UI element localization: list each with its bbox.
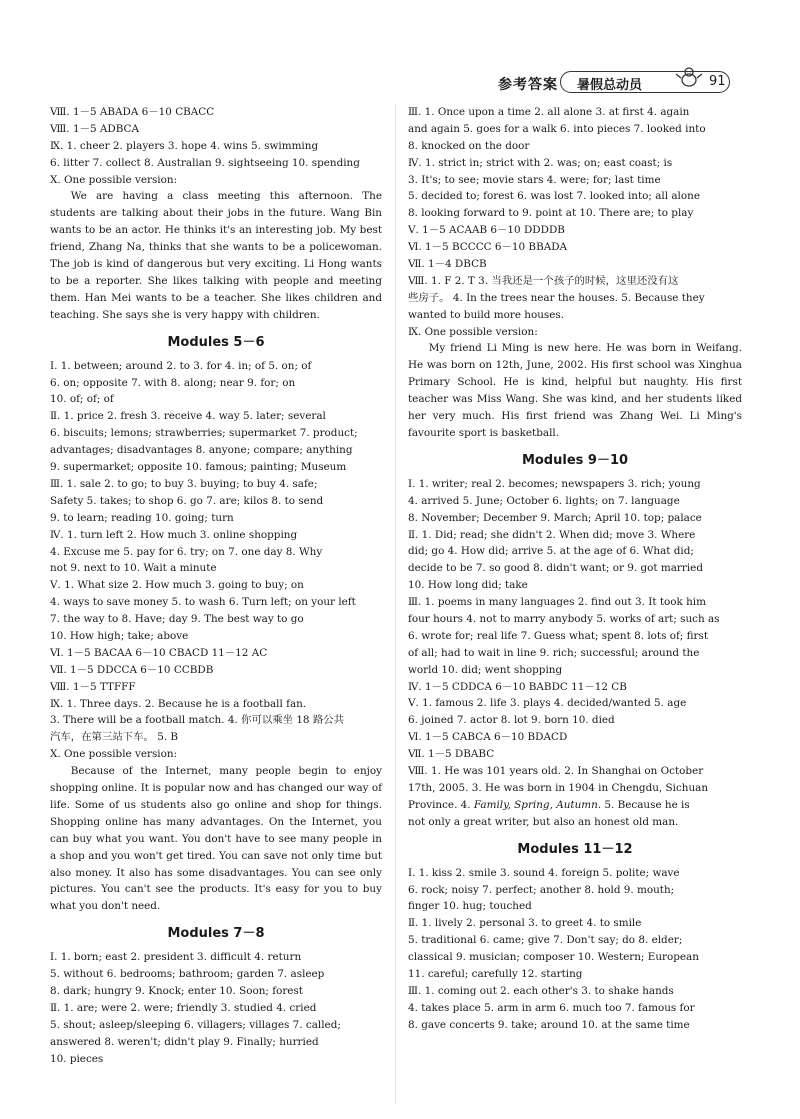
answer-line: Ⅵ. 1－5 BCCCC 6－10 BBADA xyxy=(408,241,568,254)
answer-line: Ⅴ. 1. What size 2. How much 3. going to buy; on xyxy=(50,579,304,592)
answer-text: 5. Because he is xyxy=(601,798,690,811)
answer-line: 7. the way to 8. Have; day 9. The best way to go xyxy=(50,613,304,626)
answer-line: 8. knocked on the door xyxy=(408,139,530,152)
answer-line: and again 5. goes for a walk 6. into pieces 7. looked into xyxy=(408,122,706,135)
answer-line: 4. arrived 5. June; October 6. lights; on 7. language xyxy=(408,494,680,507)
answer-line: Ⅷ. 1. F 2. T 3. 当我还是一个孩子的时候，这里还没有这 xyxy=(408,274,679,287)
answer-line: Ⅵ. 1－5 BACAA 6－10 CBACD 11－12 AC xyxy=(50,646,268,659)
answer-line: Ⅸ. 1. cheer 2. players 3. hope 4. wins 5. swimming xyxy=(50,139,319,152)
answer-line: 6. joined 7. actor 8. lot 9. born 10. died xyxy=(408,714,615,727)
answer-line: decide to be 7. so good 8. didn't want; or 9. got married xyxy=(408,562,703,575)
answer-line: Ⅱ. 1. lively 2. personal 3. to greet 4. to smile xyxy=(408,917,642,930)
sample-essay-jobs: We are having a class meeting this afternoon. The students are talking about their jobs in the future. Wang Bin wants to be an actor. He thinks it's an interesting job. My best friend, Zhang Na, thinks that she wants to be a policewoman. The job is kind of dangerous but very exciting. Li Hong wants to be a reporter. She likes talking with people and meeting them. Han Mei wants to be a teacher. She likes children and teaching. She says she is very happy with children. xyxy=(50,190,382,321)
left-column xyxy=(50,104,382,1067)
column-divider xyxy=(395,104,396,1104)
answer-line: classical 9. musician; composer 10. Western; European xyxy=(408,951,699,964)
answer-line: 9. to learn; reading 10. going; turn xyxy=(50,511,234,524)
answer-line: 9. supermarket; opposite 10. famous; painting; Museum xyxy=(50,461,347,474)
answer-line: not 9. next to 10. Wait a minute xyxy=(50,562,217,575)
answer-line: Ⅶ. 1－4 DBCB xyxy=(408,258,487,271)
answer-line: 17th, 2005. 3. He was born in 1904 in Chengdu, Sichuan xyxy=(408,781,709,794)
answer-line: Ⅲ. 1. Once upon a time 2. all alone 3. at first 4. again xyxy=(408,106,690,118)
answer-line: 4. ways to save money 5. to wash 6. Turn left; on your left xyxy=(50,596,356,609)
answer-line: Ⅳ. 1. turn left 2. How much 3. online shopping xyxy=(50,528,298,541)
answer-line: 3. There will be a football match. 4. 你可以乘坐 18 路公共 xyxy=(50,714,345,727)
answer-line: Ⅶ. 1－5 DBABC xyxy=(408,748,495,761)
answer-line: Ⅸ. 1. Three days. 2. Because he is a football fan. xyxy=(50,697,307,710)
answer-line: Ⅱ. 1. Did; read; she didn't 2. When did; move 3. Where xyxy=(408,528,696,541)
section-heading-modules-11-12: Modules 11－12 xyxy=(517,841,633,857)
answer-line: 3. It's; to see; movie stars 4. were; for; last time xyxy=(408,173,661,186)
answer-line: Ⅸ. One possible version: xyxy=(408,325,538,338)
answer-line: Ⅰ. 1. born; east 2. president 3. difficult 4. return xyxy=(50,951,302,964)
page-header xyxy=(490,70,740,96)
answer-line: 8. looking forward to 9. point at 10. There are; to play xyxy=(408,207,694,220)
answer-line: 6. litter 7. collect 8. Australian 9. sightseeing 10. spending xyxy=(50,156,360,169)
section-heading-modules-7-8: Modules 7－8 xyxy=(167,926,265,942)
answer-line: Ⅷ. 1. He was 101 years old. 2. In Shanghai on October xyxy=(408,765,704,778)
answer-line: 些房子。 4. In the trees near the houses. 5. Because they xyxy=(408,291,705,304)
answer-line: did; go 4. How did; arrive 5. at the age of 6. What did; xyxy=(408,545,694,558)
answer-line: not only a great writer, but also an honest old man. xyxy=(408,815,679,828)
answer-line: world 10. did; went shopping xyxy=(408,663,563,676)
answer-line: Ⅰ. 1. between; around 2. to 3. for 4. in; of 5. on; of xyxy=(50,359,312,372)
answer-line: 4. takes place 5. arm in arm 6. much too 7. famous for xyxy=(408,1001,695,1014)
answer-line: Ⅴ. 1. famous 2. life 3. plays 4. decided/wanted 5. age xyxy=(408,697,687,710)
answer-line: 6. wrote for; real life 7. Guess what; spent 8. lots of; first xyxy=(408,629,709,642)
answer-key-label: 参考答案 xyxy=(498,77,558,93)
answer-line: finger 10. hug; touched xyxy=(408,900,532,913)
answer-line: of all; had to wait in line 9. rich; successful; around the xyxy=(408,646,700,659)
answer-line: Ⅱ. 1. price 2. fresh 3. receive 4. way 5. later; several xyxy=(50,410,326,423)
sample-essay-friend: My friend Li Ming is new here. He was born in Weifang. He was born on 12th, June, 2002. His first school was Xinghua Primary School. He is kind, helpful but naughty. His first teacher was Miss Wang. She was kind, and her students liked her very much. His first friend was Zhang Wei. Li Ming's favourite sport is basketball. xyxy=(408,342,742,439)
answer-line: Ⅷ. 1－5 ABADA 6－10 CBACC xyxy=(50,106,215,118)
answer-line: 6. on; opposite 7. with 8. along; near 9. for; on xyxy=(50,376,296,389)
answer-line: 10. of; of; of xyxy=(50,393,114,406)
answer-line: 6. rock; noisy 7. perfect; another 8. hold 9. mouth; xyxy=(408,883,675,896)
answer-line: four hours 4. not to marry anybody 5. works of art; such as xyxy=(408,613,720,626)
answer-line: answered 8. weren't; didn't play 9. Finally; hurried xyxy=(50,1035,319,1048)
answer-text: Province. 4. xyxy=(408,798,474,811)
answer-line: 8. gave concerts 9. take; around 10. at the same time xyxy=(408,1018,690,1031)
answer-line: Ⅷ. 1－5 TTFFF xyxy=(50,680,136,693)
answer-line: 5. traditional 6. came; give 7. Don't say; do 8. elder; xyxy=(408,934,683,947)
header-pill xyxy=(560,71,730,93)
answer-line: advantages; disadvantages 8. anyone; compare; anything xyxy=(50,444,353,457)
answer-line: Ⅲ. 1. poems in many languages 2. find out 3. It took him xyxy=(408,596,706,609)
answer-line: 汽车，在第三站下车。 5. B xyxy=(50,731,179,744)
answer-line: 10. How long did; take xyxy=(408,579,528,592)
answer-line: 10. pieces xyxy=(50,1052,104,1065)
answer-line: wanted to build more houses. xyxy=(408,308,565,321)
answer-line xyxy=(408,797,742,814)
answer-line: 5. decided to; forest 6. was lost 7. looked into; all alone xyxy=(408,190,700,203)
answer-line: 8. dark; hungry 9. Knock; enter 10. Soon; forest xyxy=(50,985,303,998)
book-title: 暑假总动员 xyxy=(577,78,643,93)
answer-line: Ⅱ. 1. are; were 2. were; friendly 3. studied 4. cried xyxy=(50,1001,317,1014)
answer-line: Ⅷ. 1－5 ADBCA xyxy=(50,122,140,135)
answer-italic-text: Family, Spring, Autumn. xyxy=(473,798,602,811)
answer-line: 5. shout; asleep/sleeping 6. villagers; villages 7. called; xyxy=(50,1018,341,1031)
answer-line: 10. How high; take; above xyxy=(50,629,189,642)
answer-line: Ⅲ. 1. sale 2. to go; to buy 3. buying; to buy 4. safe; xyxy=(50,477,318,490)
section-heading-modules-5-6: Modules 5－6 xyxy=(167,334,265,350)
answer-line: 8. November; December 9. March; April 10. top; palace xyxy=(408,511,702,524)
answer-line: Ⅹ. One possible version: xyxy=(50,173,178,186)
answer-line: Ⅹ. One possible version: xyxy=(50,748,178,761)
answer-line: Ⅲ. 1. coming out 2. each other's 3. to shake hands xyxy=(408,984,674,997)
answer-line: Ⅰ. 1. kiss 2. smile 3. sound 4. foreign 5. polite; wave xyxy=(408,866,680,879)
answer-line: 6. biscuits; lemons; strawberries; supermarket 7. product; xyxy=(50,427,358,440)
sample-essay-online-shopping: Because of the Internet, many people begin to enjoy shopping online. It is popular now and has changed our way of life. Some of us students also go online and shop for things. Shopping online has many advantages. On the Internet, you can buy what you want. You don't have to see many people in a shop and you won't get tired. You can save not only time but also money. It also has some disadvantages. You can see only pictures. You can't see the products. It's easy for you to buy what you don't need. xyxy=(50,765,382,913)
answer-line: Ⅵ. 1－5 CABCA 6－10 BDACD xyxy=(408,731,568,744)
answer-line: Ⅳ. 1－5 CDDCA 6－10 BABDC 11－12 CB xyxy=(408,680,627,693)
answer-line: Ⅴ. 1－5 ACAAB 6－10 DDDDB xyxy=(408,224,565,237)
answer-line: Safety 5. takes; to shop 6. go 7. are; kilos 8. to send xyxy=(50,494,324,507)
answer-line: Ⅶ. 1－5 DDCCA 6－10 CCBDB xyxy=(50,663,214,676)
answer-line: 4. Excuse me 5. pay for 6. try; on 7. one day 8. Why xyxy=(50,545,323,558)
answer-line: 5. without 6. bedrooms; bathroom; garden 7. asleep xyxy=(50,968,325,981)
answer-line: Ⅳ. 1. strict in; strict with 2. was; on; east coast; is xyxy=(408,156,673,169)
page-number: 91 xyxy=(709,74,726,89)
right-column xyxy=(408,104,742,1034)
mascot-icon xyxy=(675,64,703,92)
answer-line: 11. careful; carefully 12. starting xyxy=(408,967,583,980)
answer-line: Ⅰ. 1. writer; real 2. becomes; newspapers 3. rich; young xyxy=(408,477,701,490)
section-heading-modules-9-10: Modules 9－10 xyxy=(521,452,629,468)
